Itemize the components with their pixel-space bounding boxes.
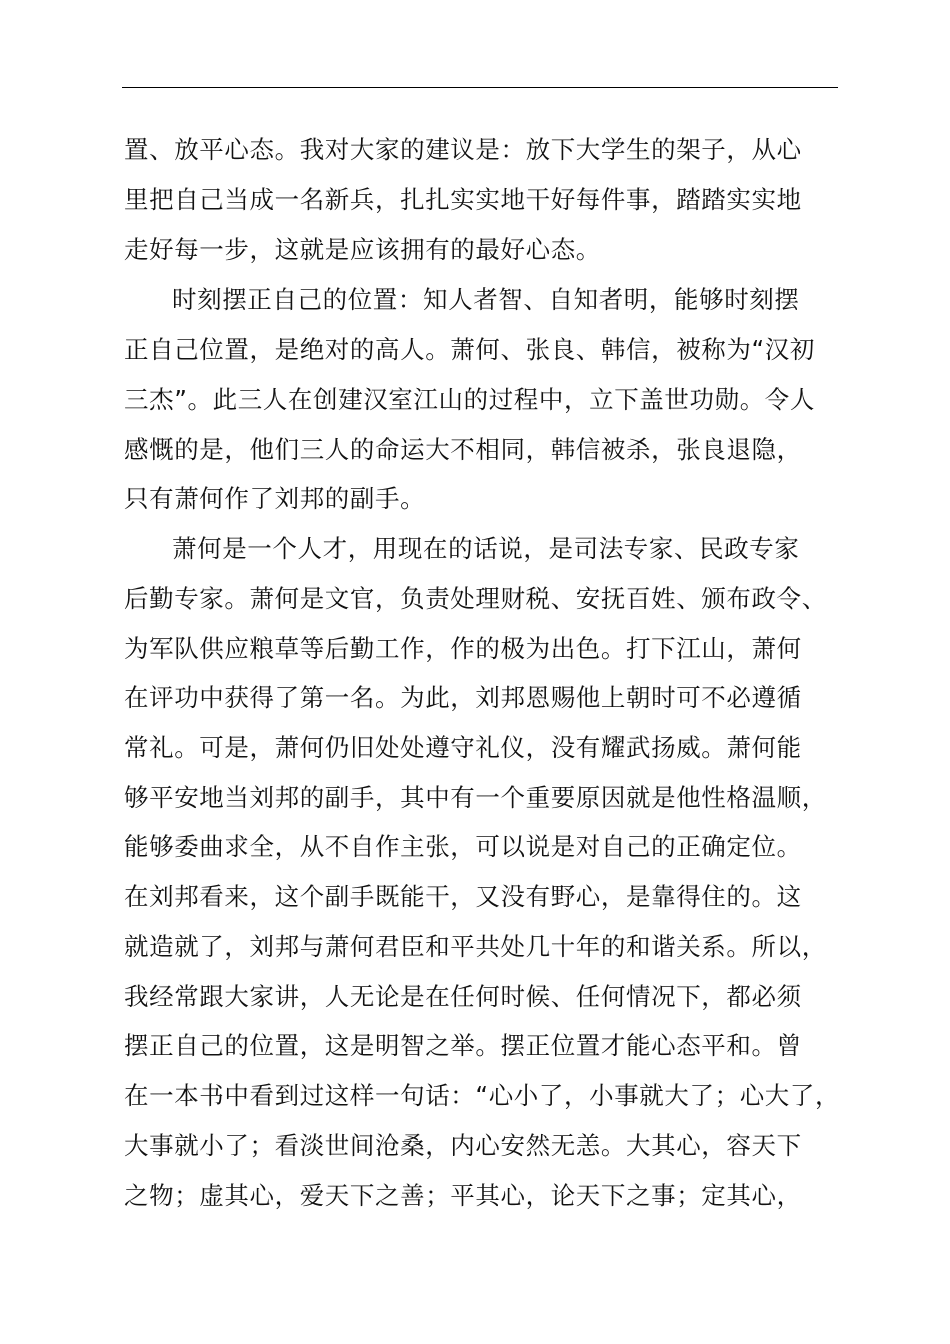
text-line: 后勤专家。萧何是文官，负责处理财税、安抚百姓、颁布政令、 xyxy=(124,584,827,613)
text-line: 大事就小了；看淡世间沧桑，内心安然无恙。大其心，容天下 xyxy=(124,1131,802,1160)
text-line: 为军队供应粮草等后勤工作，作的极为出色。打下江山，萧何 xyxy=(124,634,802,663)
text-line: 常礼。可是，萧何仍旧处处遵守礼仪，没有耀武扬威。萧何能 xyxy=(124,733,802,762)
text-line: 感慨的是，他们三人的命运大不相同，韩信被杀，张良退隐， xyxy=(124,435,802,464)
text-line: 就造就了，刘邦与萧何君臣和平共处几十年的和谐关系。所以， xyxy=(124,932,827,961)
text-line: 在一本书中看到过这样一句话：“心小了，小事就大了；心大了， xyxy=(124,1081,841,1110)
text-line: 在评功中获得了第一名。为此，刘邦恩赐他上朝时可不必遵循 xyxy=(124,683,802,712)
text-line: 三杰”。此三人在创建汉室江山的过程中，立下盖世功勋。令人 xyxy=(124,385,815,414)
text-line: 之物；虚其心，爱天下之善；平其心，论天下之事；定其心， xyxy=(124,1181,802,1210)
text-line: 够平安地当刘邦的副手，其中有一个重要原因就是他性格温顺， xyxy=(124,783,827,812)
header-rule xyxy=(122,87,838,88)
text-line: 置、放平心态。我对大家的建议是：放下大学生的架子，从心 xyxy=(124,135,802,164)
text-line: 正自己位置，是绝对的高人。萧何、张良、韩信，被称为“汉初 xyxy=(124,335,815,364)
text-line: 只有萧何作了刘邦的副手。 xyxy=(124,484,426,513)
text-line: 能够委曲求全，从不自作主张，可以说是对自己的正确定位。 xyxy=(124,832,802,861)
text-line: 摆正自己的位置，这是明智之举。摆正位置才能心态平和。曾 xyxy=(124,1031,802,1060)
paragraph-first-line: 萧何是一个人才，用现在的话说，是司法专家、民政专家 xyxy=(172,534,800,563)
text-line: 走好每一步，这就是应该拥有的最好心态。 xyxy=(124,235,601,264)
text-line: 在刘邦看来，这个副手既能干，又没有野心，是靠得住的。这 xyxy=(124,882,802,911)
paragraph-first-line: 时刻摆正自己的位置：知人者智、自知者明，能够时刻摆 xyxy=(172,285,800,314)
text-line: 我经常跟大家讲，人无论是在任何时候、任何情况下，都必须 xyxy=(124,982,802,1011)
text-line: 里把自己当成一名新兵，扎扎实实地干好每件事，踏踏实实地 xyxy=(124,185,802,214)
